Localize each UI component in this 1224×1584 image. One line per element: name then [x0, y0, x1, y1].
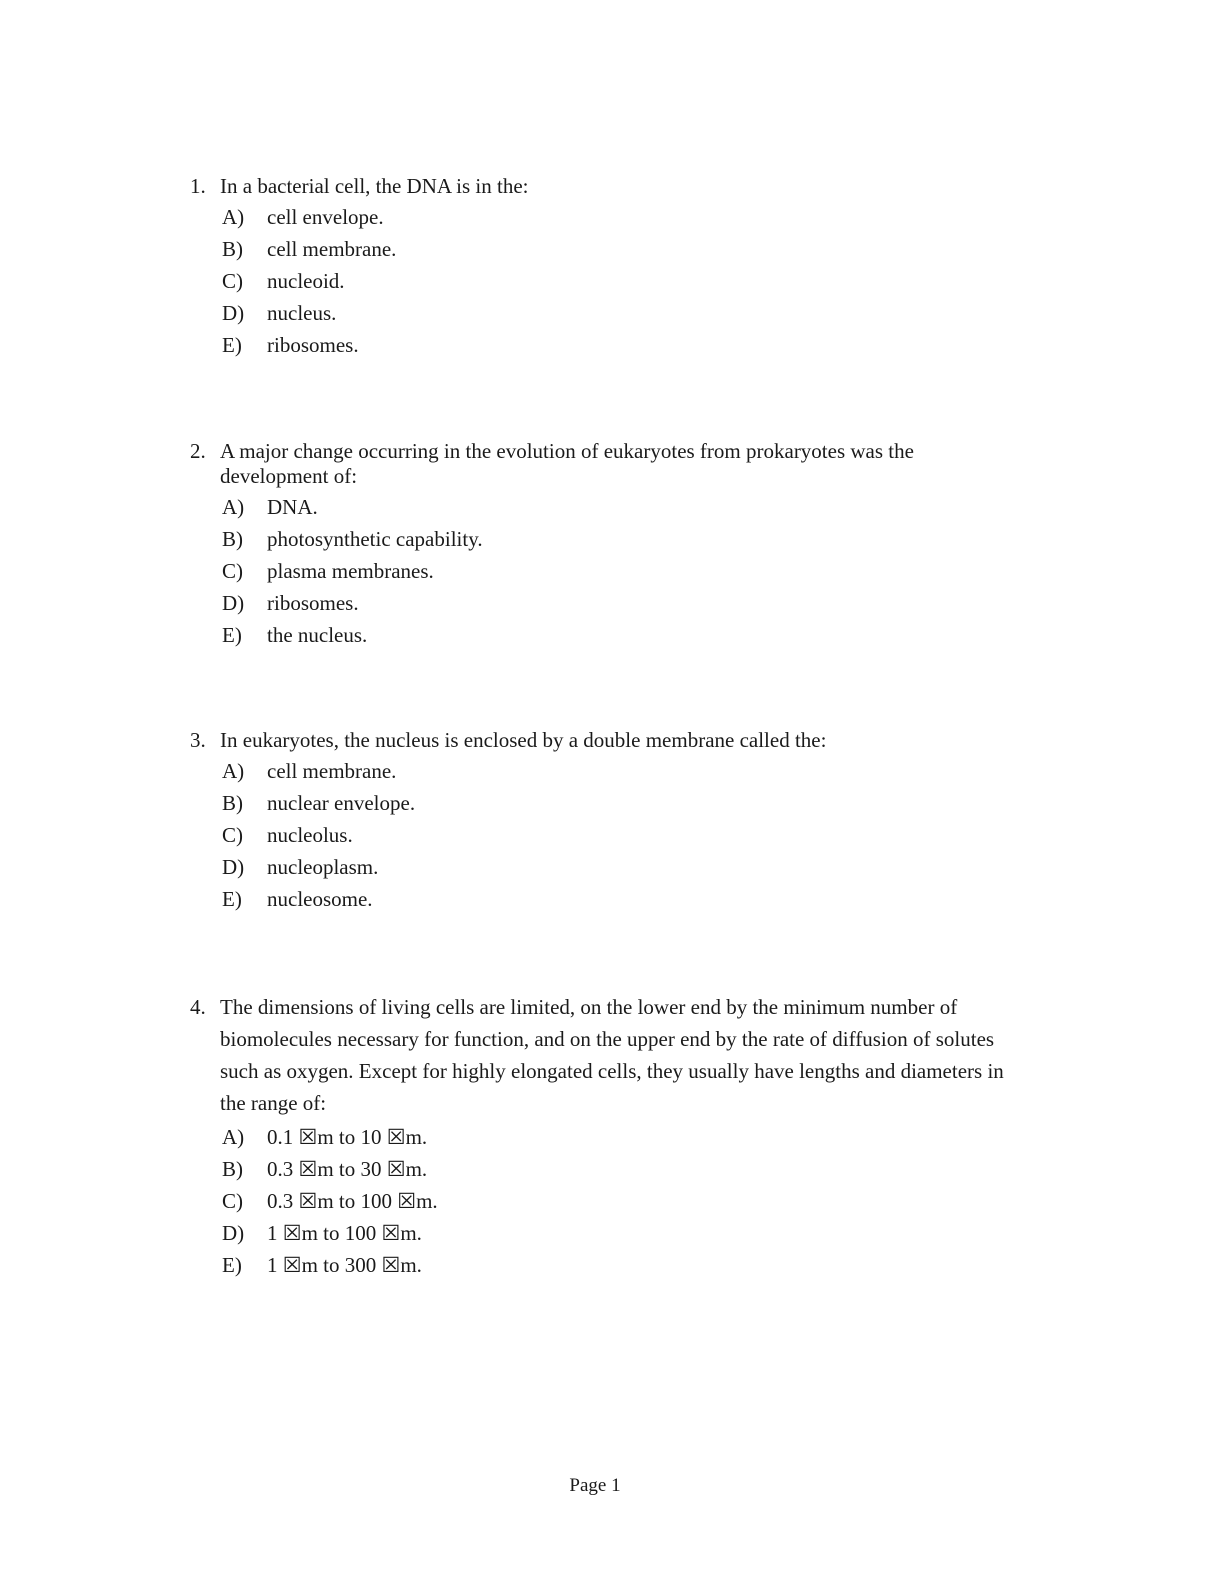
- option-letter: D): [222, 301, 245, 325]
- question-stem: [190, 991, 1010, 1119]
- option-letter: E): [222, 333, 242, 357]
- answer-option-e: [190, 1249, 1010, 1281]
- option-text: nucleoid.: [267, 269, 345, 293]
- answer-option-e: [190, 883, 1010, 915]
- answer-option-b: [190, 1153, 1010, 1185]
- question-text: A major change occurring in the evolution of eukaryotes from prokaryotes was the development of:: [220, 439, 914, 488]
- answer-option-c: [190, 819, 1010, 851]
- answer-options: [190, 201, 1010, 361]
- option-letter: A): [222, 495, 245, 519]
- answer-option-e: [190, 329, 1010, 361]
- option-letter: E): [222, 1253, 242, 1277]
- option-text: DNA.: [267, 495, 318, 519]
- question-number: 1.: [190, 174, 206, 198]
- option-text: nucleoplasm.: [267, 855, 379, 879]
- option-text: ribosomes.: [267, 591, 359, 615]
- option-text: 0.1 ☒m to 10 ☒m.: [267, 1125, 428, 1149]
- option-text: cell membrane.: [267, 237, 397, 261]
- page-number: Page 1: [569, 1475, 621, 1496]
- answer-option-c: [190, 265, 1010, 297]
- option-letter: D): [222, 855, 245, 879]
- option-text: photosynthetic capability.: [267, 527, 483, 551]
- answer-options: [190, 755, 1010, 915]
- question-number: 2.: [190, 439, 206, 463]
- option-text: 1 ☒m to 300 ☒m.: [267, 1253, 422, 1277]
- answer-option-d: [190, 587, 1010, 619]
- question-stem: [190, 728, 1010, 753]
- answer-option-e: [190, 619, 1010, 651]
- option-letter: C): [222, 823, 243, 847]
- option-letter: A): [222, 1125, 245, 1149]
- option-letter: E): [222, 887, 242, 911]
- option-letter: B): [222, 527, 243, 551]
- option-letter: A): [222, 205, 245, 229]
- option-letter: C): [222, 269, 243, 293]
- answer-option-a: [190, 491, 1010, 523]
- option-letter: B): [222, 791, 243, 815]
- question-number: 3.: [190, 728, 206, 752]
- answer-option-a: [190, 755, 1010, 787]
- question-text: In a bacterial cell, the DNA is in the:: [220, 174, 529, 198]
- option-text: cell envelope.: [267, 205, 384, 229]
- answer-option-a: [190, 1121, 1010, 1153]
- option-letter: C): [222, 559, 243, 583]
- option-text: cell membrane.: [267, 759, 397, 783]
- answer-option-b: [190, 233, 1010, 265]
- answer-option-b: [190, 523, 1010, 555]
- option-text: nuclear envelope.: [267, 791, 416, 815]
- option-letter: D): [222, 1221, 245, 1245]
- question-text: In eukaryotes, the nucleus is enclosed by a double membrane called the:: [220, 728, 827, 752]
- answer-option-a: [190, 201, 1010, 233]
- answer-option-d: [190, 1217, 1010, 1249]
- option-letter: D): [222, 591, 245, 615]
- option-text: 1 ☒m to 100 ☒m.: [267, 1221, 422, 1245]
- option-text: 0.3 ☒m to 100 ☒m.: [267, 1189, 438, 1213]
- answer-option-b: [190, 787, 1010, 819]
- question-stem: [190, 174, 1010, 199]
- answer-options: [190, 1121, 1010, 1281]
- option-letter: B): [222, 237, 243, 261]
- option-letter: B): [222, 1157, 243, 1181]
- option-letter: A): [222, 759, 245, 783]
- answer-option-c: [190, 555, 1010, 587]
- option-text: ribosomes.: [267, 333, 359, 357]
- page-footer: [0, 1474, 1190, 1498]
- option-text: the nucleus.: [267, 623, 368, 647]
- answer-option-d: [190, 297, 1010, 329]
- option-text: plasma membranes.: [267, 559, 434, 583]
- option-letter: C): [222, 1189, 243, 1213]
- option-text: 0.3 ☒m to 30 ☒m.: [267, 1157, 428, 1181]
- answer-option-c: [190, 1185, 1010, 1217]
- question-2: [190, 439, 1010, 651]
- answer-options: [190, 491, 1010, 651]
- question-number: 4.: [190, 995, 206, 1019]
- option-text: nucleosome.: [267, 887, 373, 911]
- option-text: nucleus.: [267, 301, 337, 325]
- question-1: [190, 174, 1010, 361]
- question-stem: [190, 439, 1010, 489]
- question-3: [190, 728, 1010, 915]
- option-letter: E): [222, 623, 242, 647]
- question-4: [190, 991, 1010, 1281]
- question-text: The dimensions of living cells are limited, on the lower end by the minimum number of biomolecules necessary for function, and on the upper end by the rate of diffusion of solutes such as oxygen. Except for highly elongated cells, they usually have lengths and diameters in the range of:: [220, 995, 1004, 1115]
- option-text: nucleolus.: [267, 823, 353, 847]
- answer-option-d: [190, 851, 1010, 883]
